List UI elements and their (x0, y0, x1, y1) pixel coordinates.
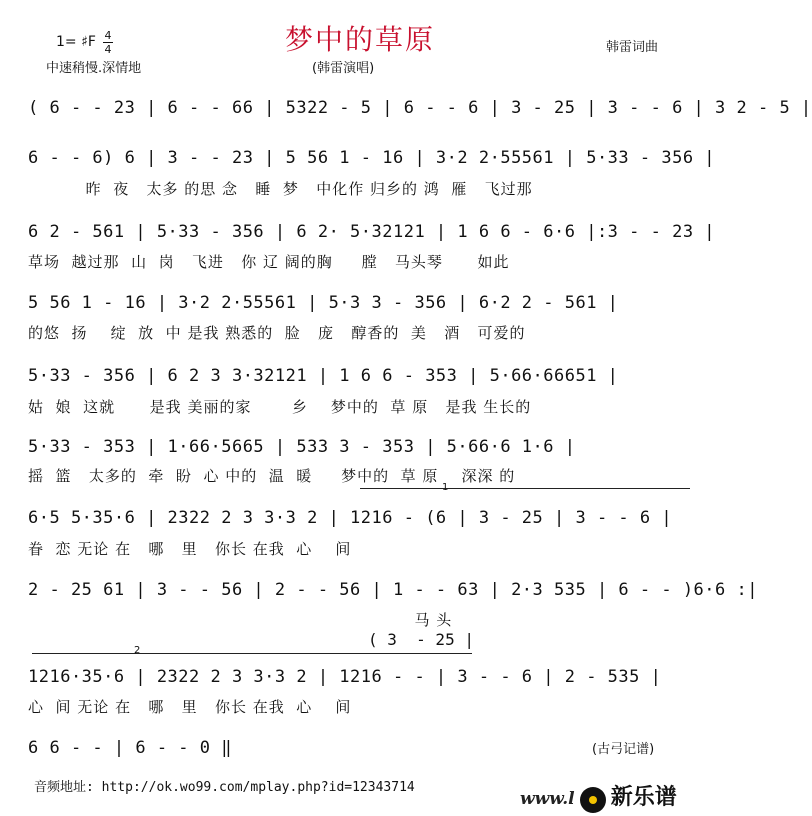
audio-label: 音频地址: (34, 780, 94, 795)
tempo-marking: 中速稍慢.深情地 (46, 61, 142, 76)
volta-2-bracket (32, 653, 472, 654)
singer-credit: (韩雷演唱) (312, 61, 375, 76)
volta-1-bracket (360, 488, 690, 489)
score-line-9-lyrics: 心 间 无论 在 哪 里 你长 在我 心 间 (28, 698, 352, 716)
score-line-7-lyrics: 眷 恋 无论 在 哪 里 你长 在我 心 间 (28, 540, 352, 558)
page-title: 梦中的草原 (284, 23, 435, 56)
score-line-4-notes: 5 56 1 - 16 | 3·2 2·55561 | 5·3 3 - 356 | 6·2 2 - 561 | (28, 293, 619, 313)
score-line-1-notes: ( 6 - - 23 | 6 - - 66 | 5322 - 5 | 6 - - 6 | 3 - 25 | 3 - - 6 | 3 2 - 5 | (28, 98, 812, 118)
alt-ending-notes: ( 3 - 25 | (368, 630, 474, 649)
audio-link[interactable]: http://ok.wo99.com/mplay.php?id=12343714 (101, 780, 415, 795)
score-line-8-lyrics: 马 头 (28, 611, 453, 629)
author-credit: 韩雷词曲 (606, 40, 659, 55)
score-line-4-lyrics: 的悠 扬 绽 放 中 是我 熟悉的 脸 庞 醇香的 美 酒 可爱的 (28, 324, 526, 342)
score-line-5-notes: 5·33 - 356 | 6 2 3 3·32121 | 1 6 6 - 353 | 5·66·66651 | (28, 366, 619, 386)
notation-credit: (古弓记谱) (592, 742, 655, 757)
volta-1-label: 1 (442, 482, 449, 493)
score-line-3-lyrics: 草场 越过那 山 岗 飞进 你 辽 阔的胸 膛 马头琴 如此 (28, 253, 510, 271)
logo-name-text: 新乐谱 (610, 785, 677, 810)
score-line-3-notes: 6 2 - 561 | 5·33 - 356 | 6 2· 5·32121 | 1 6 6 - 6·6 |:3 - - 23 | (28, 222, 716, 242)
score-line-2-notes: 6 - - 6) 6 | 3 - - 23 | 5 56 1 - 16 | 3·2 2·55561 | 5·33 - 356 | (28, 148, 716, 168)
score-line-10-notes: 6 6 - - | 6 - - 0 ‖ (28, 738, 232, 758)
audio-footer (34, 776, 415, 795)
score-line-8-notes: 2 - 25 61 | 3 - - 56 | 2 - - 56 | 1 - - 63 | 2·3 535 | 6 - - )6·6 :| (28, 580, 758, 600)
time-top: 4 (104, 29, 112, 42)
score-line-2-lyrics: 昨 夜 太多 的思 念 睡 梦 中化作 归乡的 鸿 雁 飞过那 (28, 180, 533, 198)
key-text: 1= ♯F (56, 34, 96, 50)
score-line-6-lyrics: 摇 篮 太多的 牵 盼 心 中的 温 暖 梦中的 草 原 深深 的 (28, 467, 516, 485)
volta-2-label: 2 (134, 645, 141, 656)
score-line-6-notes: 5·33 - 353 | 1·66·5665 | 533 3 - 353 | 5·66·6 1·6 | (28, 437, 576, 457)
score-line-9-notes: 1216·35·6 | 2322 2 3 3·3 2 | 1216 - - | 3 - - 6 | 2 - 535 | (28, 667, 662, 687)
disc-icon (580, 787, 606, 813)
time-bottom: 4 (104, 43, 112, 56)
logo-site-text: www.l (520, 789, 575, 809)
score-line-5-lyrics: 姑 娘 这就 是我 美丽的家 乡 梦中的 草 原 是我 生长的 (28, 398, 532, 416)
site-logo[interactable] (520, 780, 710, 812)
score-line-7-notes: 6·5 5·35·6 | 2322 2 3 3·3 2 | 1216 - (6 | 3 - 25 | 3 - - 6 | (28, 508, 673, 528)
